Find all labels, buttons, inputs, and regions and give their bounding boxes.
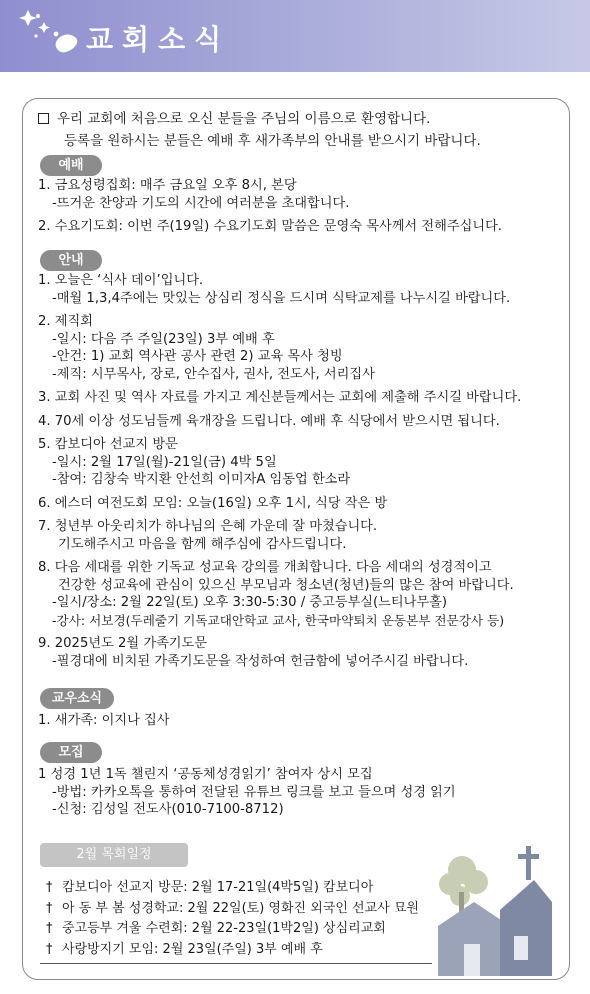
- schedule-row: [46, 940, 436, 961]
- notice-line: 건강한 성교육에 관심이 있으신 부모님과 청소년(청년)들의 많은 참여 바랍니다.: [58, 577, 514, 593]
- schedule-list: [46, 878, 436, 960]
- cross-icon: †: [46, 921, 53, 936]
- notice-line: 2. 제직회: [38, 314, 93, 329]
- recruit-line: 1 성경 1년 1독 챌린지 ‘공동체성경읽기’ 참여자 상시 모집: [38, 767, 373, 782]
- worship-section: [38, 177, 558, 236]
- notice-line: 3. 교회 사진 및 역사 자료를 가지고 계신분들께서는 교회에 제출해 주시길 바랍니다.: [38, 390, 522, 405]
- notice-line: 6. 에스더 여전도회 모임: 오늘(16일) 오후 1시, 식당 작은 방: [38, 495, 388, 511]
- worship-line: 2. 수요기도회: 이번 주(19일) 수요기도회 말씀은 문영숙 목사께서 전해주십니다.: [38, 219, 502, 234]
- notice-line: 1. 오늘은 ‘식사 데이’입니다.: [38, 273, 204, 288]
- schedule-text: 캄보디아 선교지 방문: 2월 17-21일(4박5일) 캄보디아: [62, 880, 374, 895]
- cross-icon: †: [46, 941, 53, 957]
- notice-line: 7. 청년부 아웃리치가 하나님의 은혜 가운데 잘 마쳤습니다.: [38, 519, 378, 534]
- schedule-text: 사랑방지기 모임: 2월 23일(주일) 3부 예배 후: [62, 941, 323, 957]
- worship-line: 1. 금요성령집회: 매주 금요일 오후 8시, 본당: [38, 178, 297, 193]
- members-line: 1. 새가족: 이지나 집사: [38, 713, 170, 728]
- notice-line: 기도해주시고 마음을 함께 해주심에 감사드립니다.: [58, 536, 347, 552]
- notice-line: 5. 캄보디아 선교지 방문: [38, 437, 178, 452]
- section-tag-notice: 안내: [40, 250, 102, 271]
- notice-line: -강사: 서보경(두레줄기 기독교대안학교 교사, 한국마약퇴치 운동본부 전문강사 등): [52, 612, 505, 628]
- notice-line: -제직: 시무목사, 장로, 안수집사, 권사, 전도사, 서리집사: [52, 366, 375, 382]
- section-tag-recruit: 모집: [40, 742, 102, 763]
- cross-icon: †: [46, 900, 53, 916]
- welcome-line-1: 우리 교회에 처음으로 오신 분들을 주님의 이름으로 환영합니다.: [57, 111, 431, 127]
- notice-line: -참여: 김창숙 박지환 안선희 이미자A 임동업 한소라: [52, 472, 351, 487]
- schedule-tag: 2월 목회일정: [40, 843, 188, 867]
- notice-line: 4. 70세 이상 성도님들께 육개장을 드립니다. 예배 후 식당에서 받으시면 됩니다.: [38, 413, 500, 429]
- section-tag-members: 교우소식: [40, 688, 114, 709]
- welcome-message: [38, 108, 558, 152]
- notice-line: 8. 다음 세대를 위한 기독교 성교육 강의를 개최합니다. 다음 세대의 성경적이고: [38, 560, 492, 575]
- notice-line: -일시: 2월 17일(월)-21일(금) 4박 5일: [52, 454, 277, 470]
- notice-line: 9. 2025년도 2월 가족기도문: [38, 636, 208, 651]
- schedule-row: [46, 878, 436, 899]
- notice-section: [38, 272, 558, 670]
- notice-line: -일시/장소: 2월 22일(토) 오후 3:30-5:30 / 중고등부실(느티나무홀): [52, 595, 448, 610]
- schedule-row: [46, 919, 436, 940]
- notice-line: -안건: 1) 교회 역사관 공사 관련 2) 교육 목사 청빙: [52, 349, 343, 364]
- recruit-line: -신청: 김성일 전도사(010-7100-8712): [52, 802, 284, 817]
- cross-icon: †: [46, 880, 53, 895]
- section-tag-worship: 예배: [40, 155, 102, 176]
- notice-line: -필경대에 비치된 가족기도문을 작성하여 헌금함에 넣어주시길 바랍니다.: [52, 653, 469, 669]
- notice-line: -일시: 다음 주 주일(23일) 3부 예배 후: [52, 331, 275, 347]
- schedule-text: 아 동 부 봄 성경학교: 2월 22일(토) 영화진 외국인 선교사 묘원: [62, 900, 419, 916]
- schedule-divider: [40, 963, 432, 964]
- schedule-text: 중고등부 겨울 수련회: 2월 22-23일(1박2일) 상심리교회: [62, 921, 386, 936]
- worship-line: -뜨거운 찬양과 기도의 시간에 여러분을 초대합니다.: [52, 195, 350, 211]
- schedule-row: [46, 899, 436, 920]
- recruit-line: -방법: 카카오톡을 통하여 전달된 유튜브 링크를 보고 들으며 성경 읽기: [52, 784, 456, 800]
- page-title: 교회소식: [86, 23, 231, 56]
- welcome-line-2: 등록을 원하시는 분들은 예배 후 새가족부의 안내를 받으시기 바랍니다.: [64, 133, 481, 149]
- header-banner: [0, 0, 590, 72]
- notice-line: -매월 1,3,4주에는 맛있는 상심리 정식을 드시며 식탁교제를 나누시길 바랍니다.: [52, 290, 511, 306]
- recruit-section: [38, 766, 558, 819]
- sparkle-icon: [16, 6, 86, 62]
- church-illustration-icon: [430, 840, 556, 976]
- members-section: [38, 712, 558, 730]
- checkbox-icon: [38, 113, 49, 124]
